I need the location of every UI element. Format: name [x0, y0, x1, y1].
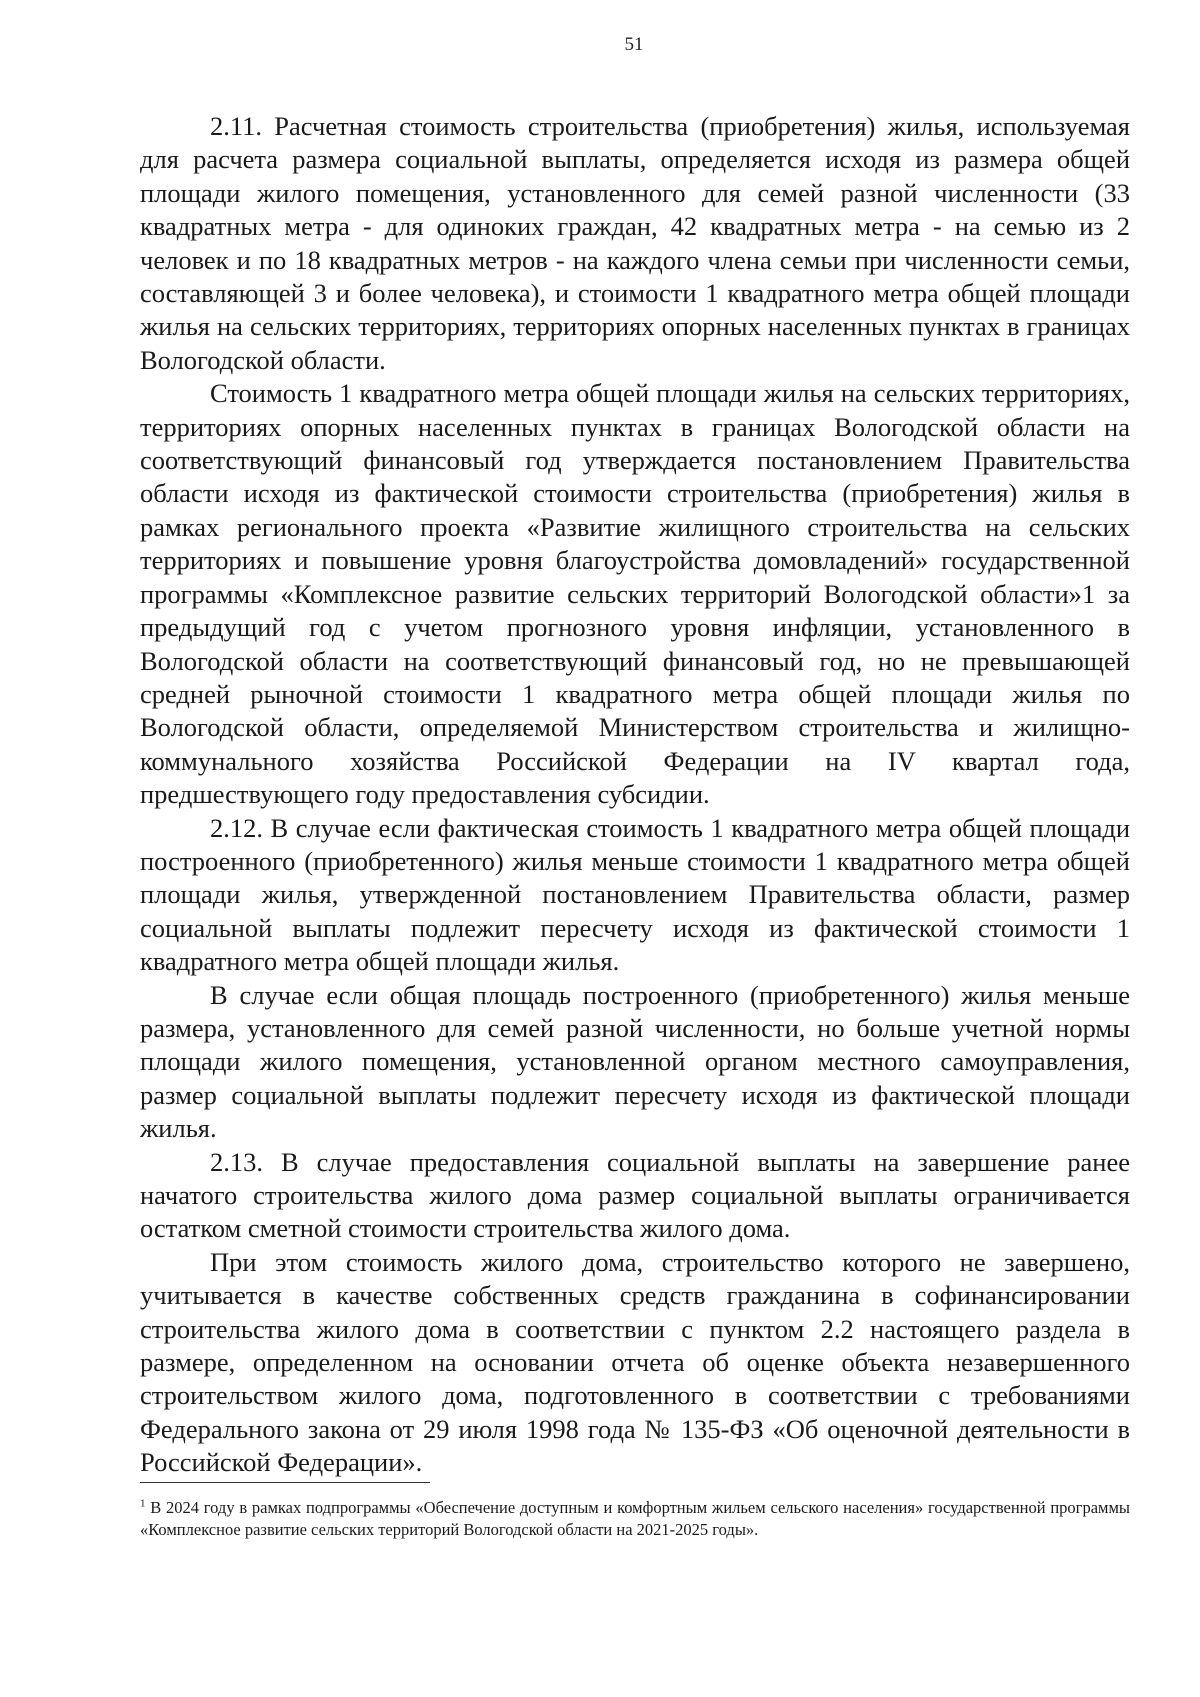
paragraph-2-13: 2.13. В случае предоставления социальной выплаты на завершение ранее начатого строительства жилого дома размер социальной выплаты ограничивается остатком сметной стоимости строительства жилого дома. — [140, 1146, 1130, 1244]
footnote — [140, 1497, 1130, 1541]
footnote-reference[interactable]: 1 — [1081, 578, 1096, 609]
paragraph-area-recalculation: В случае если общая площадь построенного (приобретенного) жилья меньше размера, установленного для семей разной численности, но больше учетной нормы площади жилого помещения, установленной органом местного самоуправления, размер социальной выплаты подлежит пересчету исходя из фактической площади жилья. — [140, 979, 1130, 1144]
paragraph-unfinished-house-cost: При этом стоимость жилого дома, строительство которого не завершено, учитывается в качестве собственных средств гражданина в софинансировании строительства жилого дома в соответствии с пунктом 2.2 настоящего раздела в размере, определенном на основании отчета об оценке объекта незавершенного строительством жилого дома, подготовленного в соответствии с требованиями Федерального закона от 29 июля 1998 года № 135-ФЗ «Об оценочной деятельности в Российской Федерации». — [140, 1246, 1130, 1478]
body-text — [140, 110, 1130, 1480]
page-number: 51 — [624, 34, 644, 55]
footnote-separator — [140, 1482, 430, 1483]
footnote-marker: 1 — [140, 1497, 146, 1510]
paragraph-text: за предыдущий год с учетом прогнозного уровня инфляции, установленного в Вологодской области на соответствующий финансовый год, но не превышающей средней рыночной стоимости 1 квадратного метра общей площади жилья по Вологодской области, определяемой Министерством строительства и жилищно-коммунального хозяйства Российской Федерации на IV квартал года, предшествующего году предоставления субсидии. — [140, 578, 1130, 810]
paragraph-2-11: 2.11. Расчетная стоимость строительства (приобретения) жилья, используемая для расчета размера социальной выплаты, определяется исходя из размера общей площади жилого помещения, установленного для семей разной численности (33 квадратных метра - для одиноких граждан, 42 квадратных метра - на семью из 2 человек и по 18 квадратных метров - на каждого члена семьи при численности семьи, составляющей 3 и более человека), и стоимости 1 квадратного метра общей площади жилья на сельских территориях, территориях опорных населенных пунктах в границах Вологодской области. — [140, 111, 1130, 375]
paragraph-2-12: 2.12. В случае если фактическая стоимость 1 квадратного метра общей площади построенного (приобретенного) жилья меньше стоимости 1 квадратного метра общей площади жилья, утвержденной постановлением Правительства области, размер социальной выплаты подлежит пересчету исходя из фактической стоимости 1 квадратного метра общей площади жилья. — [140, 812, 1130, 977]
paragraph-text: Стоимость 1 квадратного метра общей площади жилья на сельских территориях, территориях опорных населенных пунктах в границах Вологодской области на соответствующий финансовый год утверждается постановлением Правительства области исходя из фактической стоимости строительства (приобретения) жилья в рамках регионального проекта «Развитие жилищного строительства на сельских территориях и повышение уровня благоустройства домовладений» государственной программы «Комплексное развитие сельских территорий Вологодской области» — [140, 378, 1130, 609]
paragraph-cost-per-square-meter — [140, 377, 1130, 811]
footnote-text: В 2024 году в рамках подпрограммы «Обеспечение доступным и комфортным жильем сельского населения» государственной программы «Комплексное развитие сельских территорий Вологодской области на 2021-2025 годы». — [140, 1498, 1130, 1539]
